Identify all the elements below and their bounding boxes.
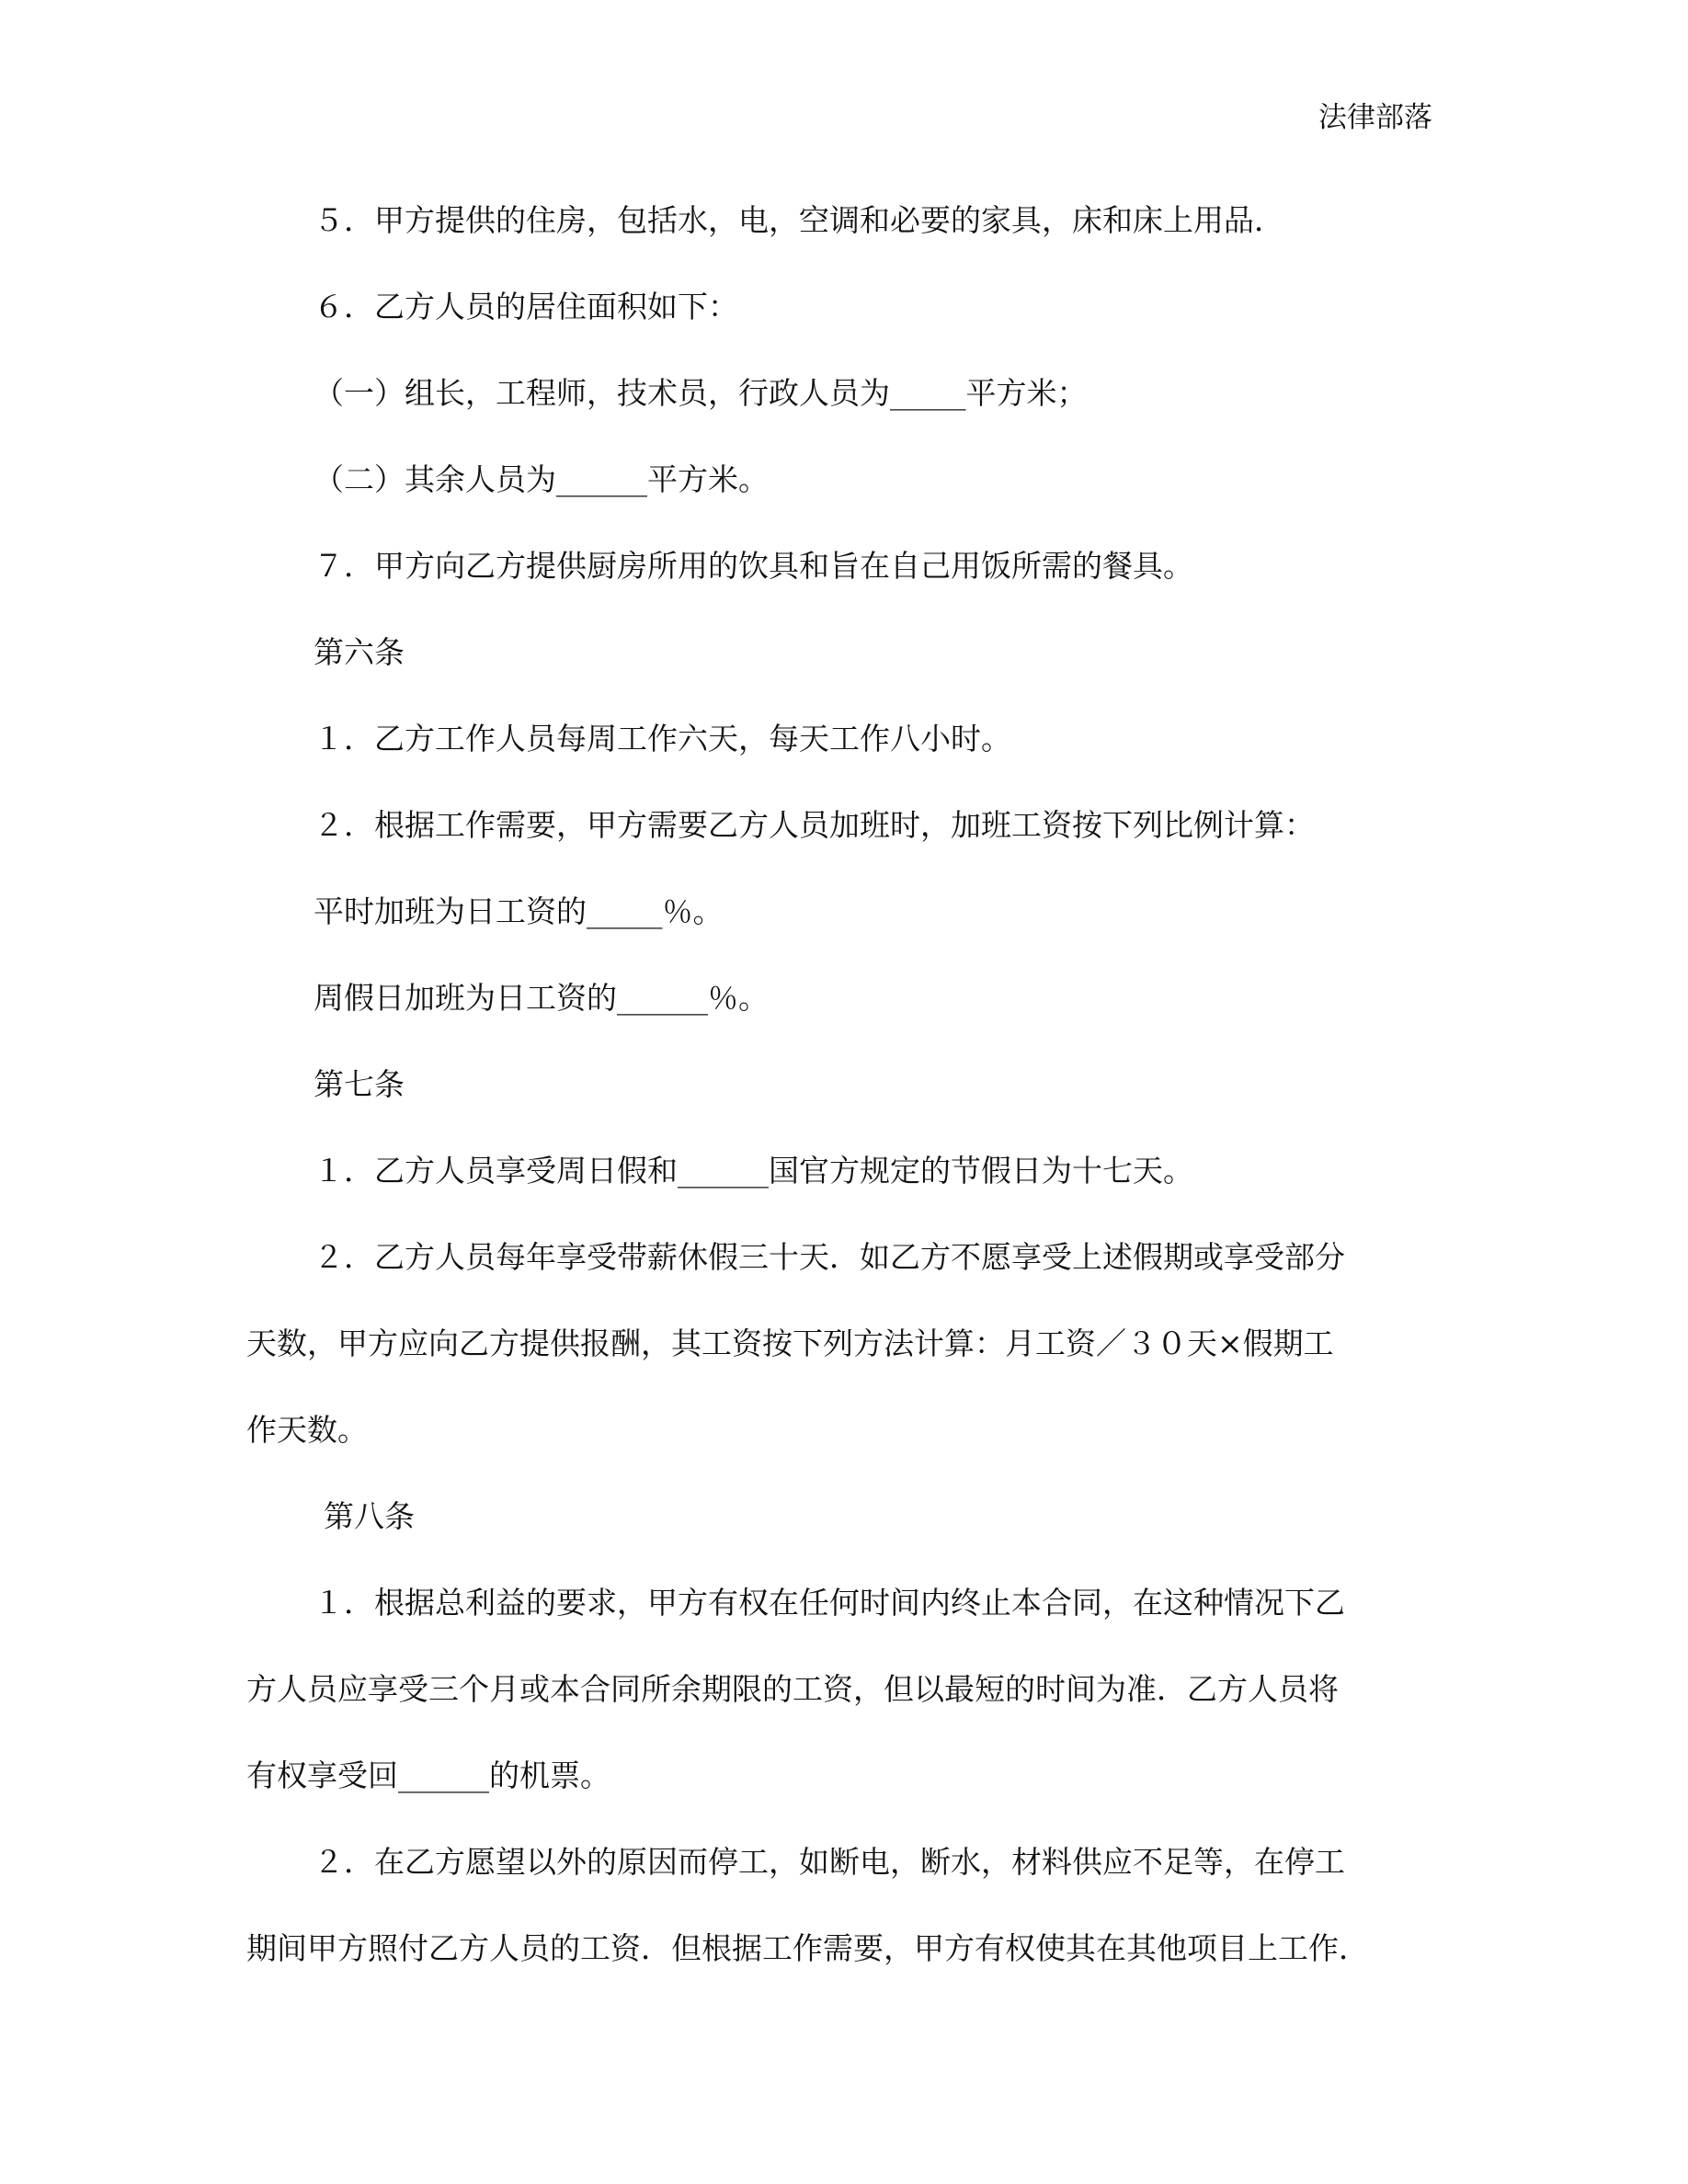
text-line-15: 作天数。	[246, 1412, 368, 1448]
page-header: 法律部落	[1318, 101, 1432, 134]
text-line-21: 期间甲方照付乙方人员的工资．但根据工作需要，甲方有权使其在其他项目上工作．	[246, 1930, 1369, 1966]
text-line-10: 周假日加班为日工资的______％。	[314, 980, 769, 1016]
text-line-14: 天数，甲方应向乙方提供报酬，其工资按下列方法计算：月工资／３０天×假期工	[246, 1325, 1334, 1361]
text-line-5: ７．甲方向乙方提供厨房所用的饮具和旨在自己用饭所需的餐具。	[314, 548, 1193, 584]
text-line-1: ５．甲方提供的住房，包括水，电，空调和必要的家具，床和床上用品．	[314, 202, 1284, 238]
text-line-3: （一）组长，工程师，技术员，行政人员为_____平方米；	[314, 375, 1088, 411]
section-heading-7: 第七条	[314, 1066, 405, 1102]
text-line-17: １．根据总利益的要求，甲方有权在任何时间内终止本合同，在这种情况下乙	[314, 1585, 1345, 1621]
document-content	[246, 197, 1432, 2011]
text-line-2: ６．乙方人员的居住面积如下：	[314, 289, 738, 324]
text-line-20: ２．在乙方愿望以外的原因而停工，如断电，断水，材料供应不足等，在停工	[314, 1844, 1345, 1880]
text-line-19: 有权享受回______的机票。	[246, 1757, 610, 1793]
text-line-18: 方人员应享受三个月或本合同所余期限的工资，但以最短的时间为准．乙方人员将	[246, 1671, 1339, 1707]
text-line-4: （二）其余人员为______平方米。	[314, 461, 769, 497]
section-heading-8: 第八条	[324, 1498, 415, 1534]
section-heading-6: 第六条	[314, 634, 405, 670]
text-line-12: １．乙方人员享受周日假和______国官方规定的节假日为十七天。	[314, 1153, 1193, 1189]
text-line-13: ２．乙方人员每年享受带薪休假三十天．如乙方不愿享受上述假期或享受部分	[314, 1239, 1345, 1275]
text-line-7: １．乙方工作人员每周工作六天，每天工作八小时。	[314, 721, 1011, 756]
text-line-8: ２．根据工作需要，甲方需要乙方人员加班时，加班工资按下列比例计算：	[314, 807, 1315, 843]
text-line-9: 平时加班为日工资的_____％。	[314, 893, 724, 929]
